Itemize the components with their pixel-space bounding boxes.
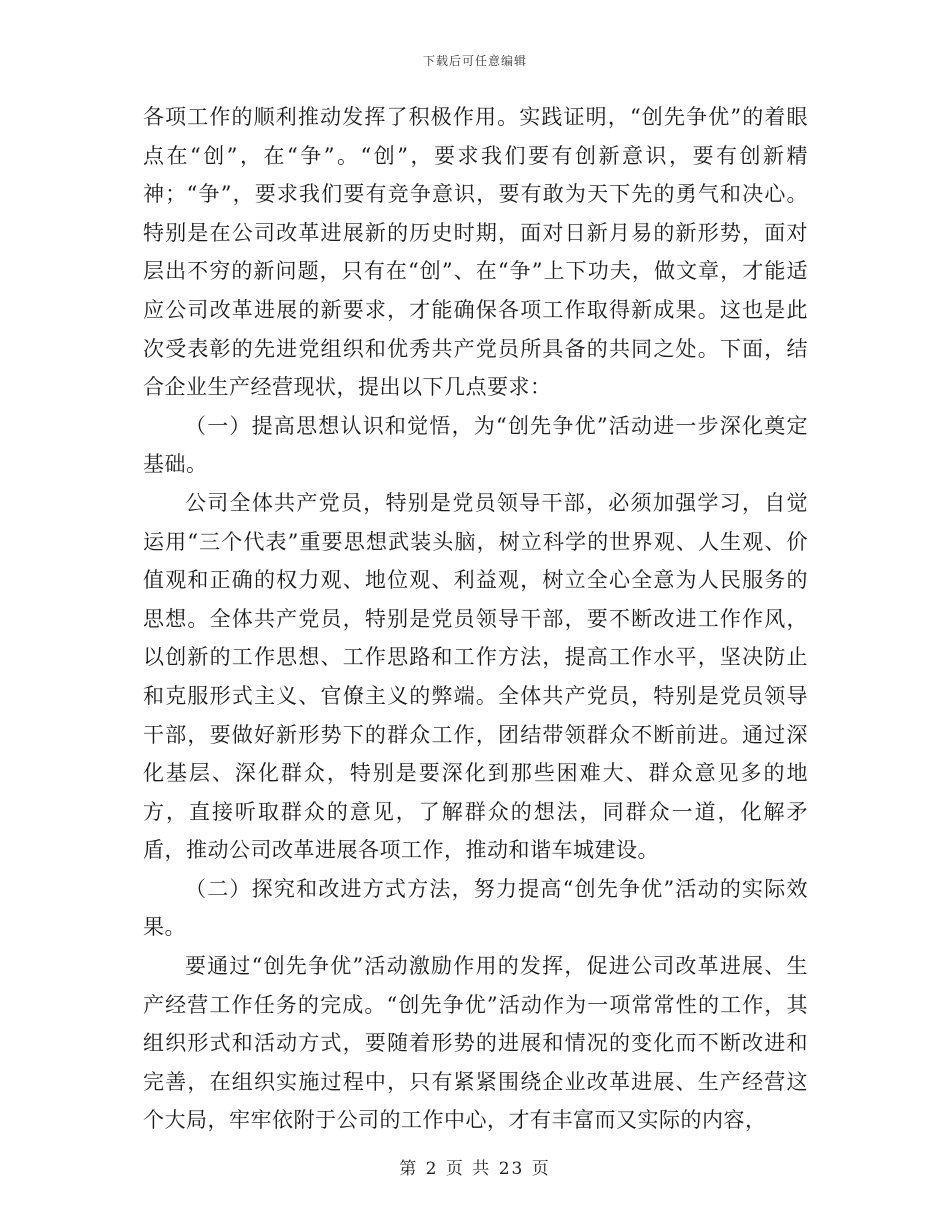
paragraph-activity-effect: 要通过“创先争优”活动激励作用的发挥，促进公司改革进展、生产经营工作任务的完成。“创先争优”活动作为一项常常性的工作，其组织形式和活动方式，要随着形势的进展和情况的变化而不断改进和完善，在组织实施过程中，只有紧紧围绕企业改革进展、生产经营这个大局，牢牢依附于公司的工作中心，才有丰富而又实际的内容， xyxy=(143,954,808,1133)
page-number-footer: 第 2 页 共 23 页 xyxy=(399,1159,551,1179)
page-header: 下载后可任意编辑 xyxy=(422,54,527,68)
document-body xyxy=(143,98,808,1140)
section-heading-one: （一）提高思想认识和觉悟，为“创先争优”活动进一步深化奠定基础。 xyxy=(143,413,808,477)
paragraph-party-members: 公司全体共产党员，特别是党员领导干部，必须加强学习，自觉运用“三个代表”重要思想武装头脑，树立科学的世界观、人生观、价值观和正确的权力观、地位观、利益观，树立全心全意为人民服务的思想。全体共产党员，特别是党员领导干部，要不断改进工作作风，以创新的工作思想、工作思路和工作方法，提高工作水平，坚决防止和克服形式主义、官僚主义的弊端。全体共产党员，特别是党员领导干部，要做好新形势下的群众工作，团结带领群众不断前进。通过深化基层、深化群众，特别是要深化到那些困难大、群众意见多的地方，直接听取群众的意见，了解群众的想法，同群众一道，化解矛盾，推动公司改革进展各项工作，推动和谐车城建设。 xyxy=(143,490,808,863)
paragraph-continuation: 各项工作的顺利推动发挥了积极作用。实践证明，“创先争优”的着眼点在“创”，在“争”。“创”，要求我们要有创新意识，要有创新精神；“争”，要求我们要有竞争意识，要有敢为天下先的勇气和决心。特别是在公司改革进展新的历史时期，面对日新月易的新形势，面对层出不穷的新问题，只有在“创”、在“争”上下功夫，做文章，才能适应公司改革进展的新要求，才能确保各项工作取得新成果。这也是此次受表彰的先进党组织和优秀共产党员所具备的共同之处。下面，结合企业生产经营现状，提出以下几点要求： xyxy=(143,105,808,400)
section-heading-two: （二）探究和改进方式方法，努力提高“创先争优”活动的实际效果。 xyxy=(143,876,808,940)
